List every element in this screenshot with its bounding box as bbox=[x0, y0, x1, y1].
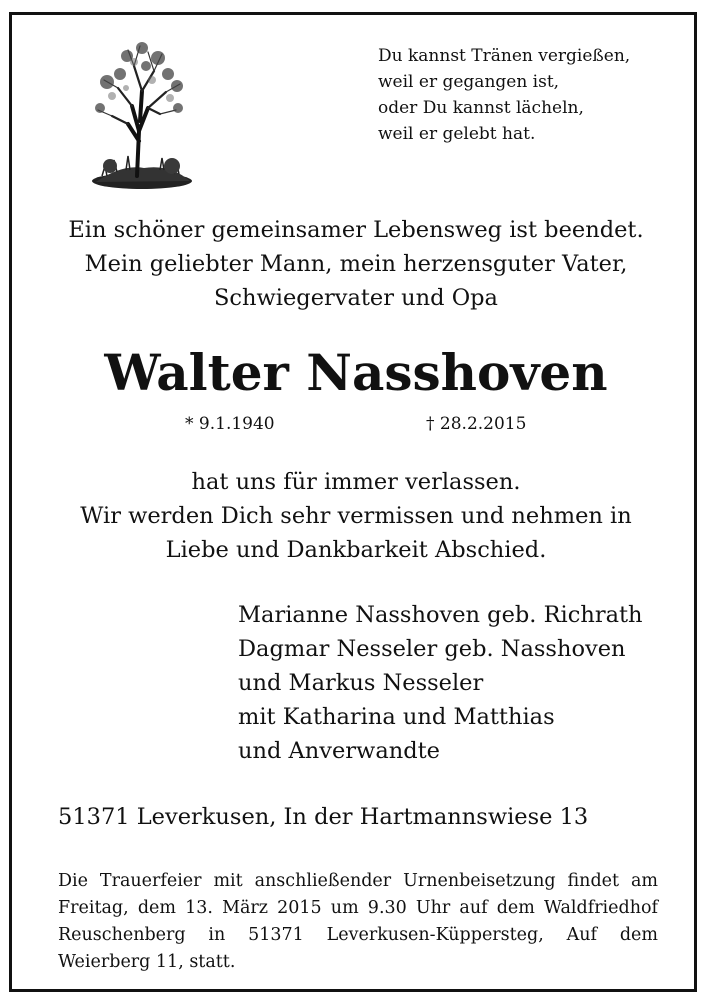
family-member: und Anverwandte bbox=[238, 738, 440, 764]
poem-line: weil er gelebt hat. bbox=[378, 124, 536, 144]
ceremony-notice: Die Trauerfeier mit anschließender Urnenbeisetzung findet am Freitag, dem 13. März 2015 um 9.30 Uhr auf dem Waldfriedhof Reuschenberg in 51371 Leverkusen-Küppersteg, Auf dem Weierberg 11, statt. bbox=[58, 871, 658, 972]
family-member: Dagmar Nesseler geb. Nasshoven bbox=[238, 636, 626, 662]
poem bbox=[378, 43, 678, 147]
family-list bbox=[238, 598, 678, 768]
intro-line: Mein geliebter Mann, mein herzensguter Vater, bbox=[84, 251, 628, 277]
intro-line: Schwiegervater und Opa bbox=[214, 285, 498, 311]
message-line: Liebe und Dankbarkeit Abschied. bbox=[165, 537, 547, 563]
death-date: † 28.2.2015 bbox=[426, 414, 527, 434]
poem-line: oder Du kannst lächeln, bbox=[378, 98, 584, 118]
family-member: und Markus Nesseler bbox=[238, 670, 484, 696]
family-member: mit Katharina und Matthias bbox=[238, 704, 555, 730]
tree-icon bbox=[82, 36, 197, 196]
intro-text bbox=[20, 213, 692, 315]
poem-line: Du kannst Tränen vergießen, bbox=[378, 46, 631, 66]
intro-line: Ein schöner gemeinsamer Lebensweg ist beendet. bbox=[68, 217, 644, 243]
deceased-name: Walter Nasshoven bbox=[104, 343, 608, 402]
poem-line: weil er gegangen ist, bbox=[378, 72, 560, 92]
family-address: 51371 Leverkusen, In der Hartmannswiese 13 bbox=[58, 804, 589, 830]
message-line: hat uns für immer verlassen. bbox=[191, 469, 521, 495]
birth-date: * 9.1.1940 bbox=[185, 414, 275, 434]
family-member: Marianne Nasshoven geb. Richrath bbox=[238, 602, 643, 628]
farewell-message bbox=[20, 465, 692, 567]
message-line: Wir werden Dich sehr vermissen und nehmen in bbox=[80, 503, 632, 529]
